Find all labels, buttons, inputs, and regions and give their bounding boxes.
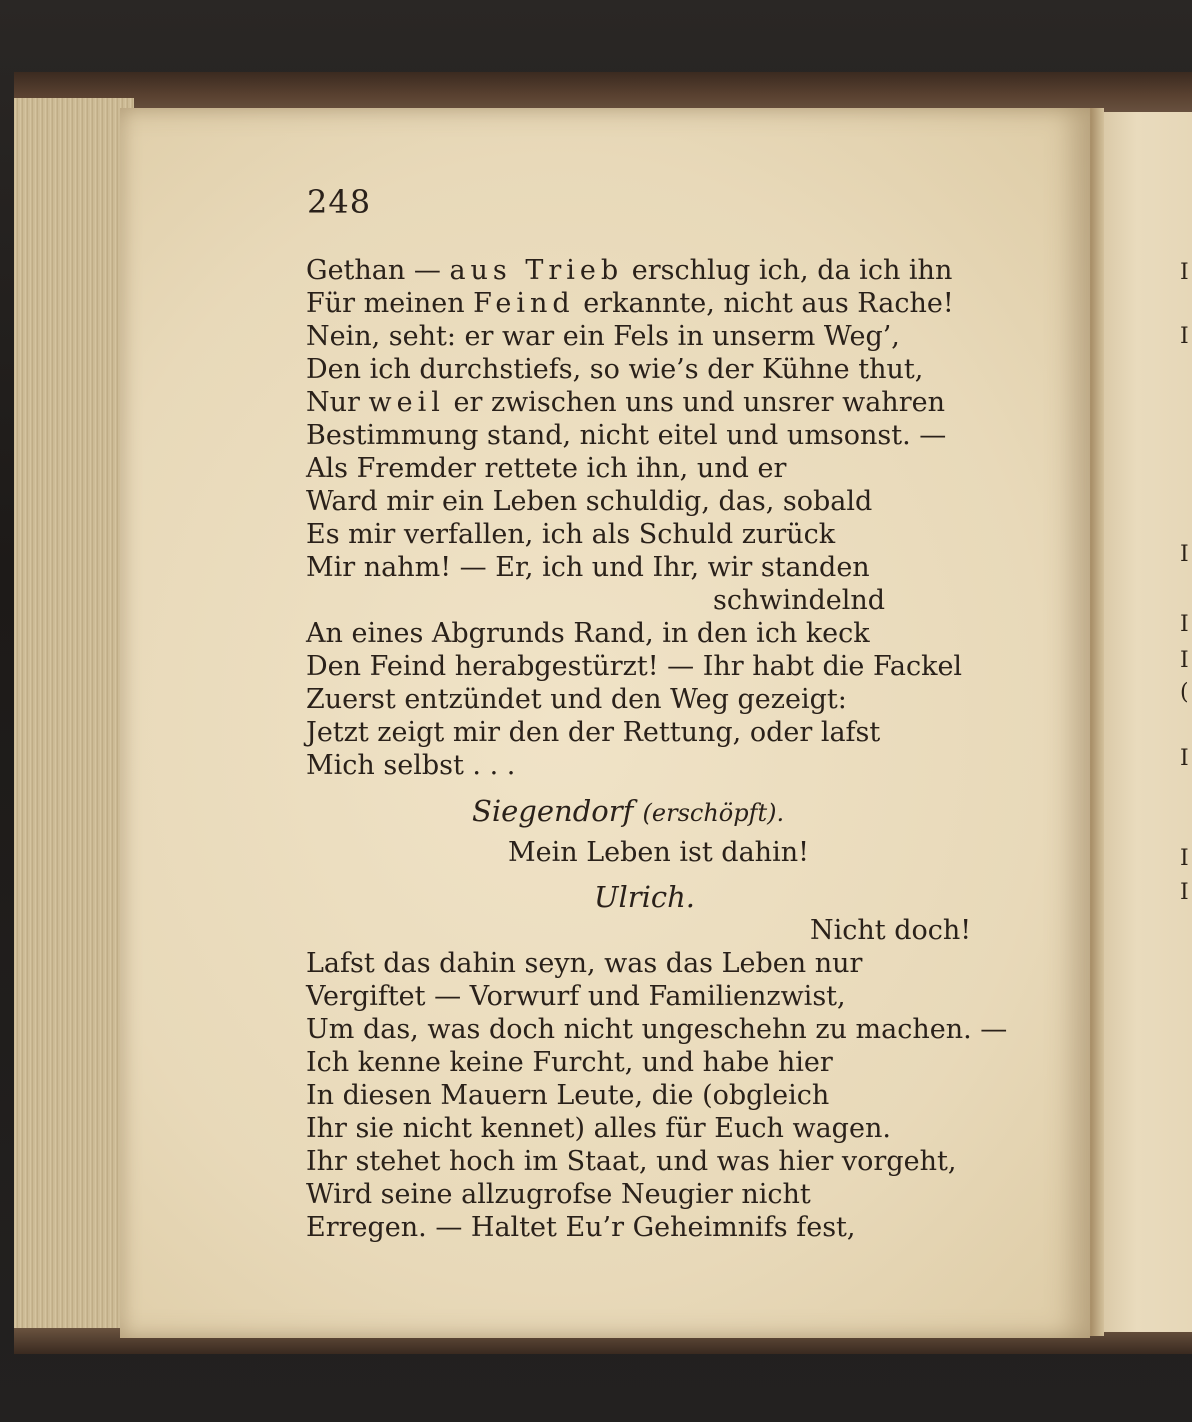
verse-line: Mein Leben ist dahin! — [508, 837, 809, 868]
verse-line: Als Fremder rettete ich ihn, und er — [306, 453, 787, 484]
stage-direction: (erschöpft). — [642, 799, 785, 827]
speaker-heading-ulrich: Ulrich. — [594, 880, 695, 914]
speaker-heading-siegendorf — [472, 794, 784, 828]
verse-line: An eines Abgrunds Rand, in den ich keck — [306, 618, 870, 649]
verse-line: Für meinen Feind erkannte, nicht aus Rache! — [306, 288, 954, 319]
verse-line: Ward mir ein Leben schuldig, das, sobald — [306, 486, 873, 517]
verse-line: Jetzt zeigt mir den der Rettung, oder lafst — [306, 717, 881, 748]
facing-page-glyph: I — [1180, 542, 1189, 567]
facing-page-glyph: ( — [1180, 680, 1189, 705]
verse-line: Den Feind herabgestürzt! — Ihr habt die Fackel — [306, 651, 963, 682]
verse-line: Nicht doch! — [810, 915, 972, 946]
verse-line: Zuerst entzündet und den Weg gezeigt: — [306, 684, 847, 715]
verse-line: Erregen. — Haltet Eu’r Geheimnifs fest, — [306, 1212, 856, 1243]
verse-line: Mich selbst . . . — [306, 750, 516, 781]
facing-page — [1100, 112, 1192, 1332]
verse-line: In diesen Mauern Leute, die (obgleich — [306, 1080, 830, 1111]
verse-line: Wird seine allzugrofse Neugier nicht — [306, 1179, 811, 1210]
verse-line: Nein, seht: er war ein Fels in unserm Weg’, — [306, 321, 900, 352]
verse-line: Um das, was doch nicht ungeschehn zu machen. — — [306, 1014, 1008, 1045]
verse-line: Den ich durchstiefs, so wie’s der Kühne thut, — [306, 354, 924, 385]
verse-line: Ihr sie nicht kennet) alles für Euch wagen. — [306, 1113, 891, 1144]
verse-line: Vergiftet — Vorwurf und Familienzwist, — [306, 981, 846, 1012]
facing-page-glyph: I — [1180, 846, 1189, 871]
verse-line: Gethan — aus Trieb erschlug ich, da ich ihn — [306, 255, 953, 286]
verse-line: Mir nahm! — Er, ich und Ihr, wir standen — [306, 552, 870, 583]
facing-page-glyph: I — [1180, 746, 1189, 771]
verse-line: Ihr stehet hoch im Staat, und was hier vorgeht, — [306, 1146, 957, 1177]
facing-page-glyph: I — [1180, 880, 1189, 905]
verse-line: Bestimmung stand, nicht eitel und umsonst. — — [306, 420, 947, 451]
facing-page-glyph: I — [1180, 648, 1189, 673]
verse-line-continuation: schwindelnd — [713, 585, 886, 616]
verse-line: Lafst das dahin seyn, was das Leben nur — [306, 948, 863, 979]
page-number: 248 — [307, 183, 372, 221]
verse-line: Ich kenne keine Furcht, und habe hier — [306, 1047, 833, 1078]
speaker-name: Siegendorf — [472, 794, 634, 828]
facing-page-glyph: I — [1180, 612, 1189, 637]
page-block-edges — [14, 98, 134, 1344]
facing-page-glyph: I — [1180, 324, 1189, 349]
facing-page-glyph: I — [1180, 260, 1189, 285]
verse-line: Es mir verfallen, ich als Schuld zurück — [306, 519, 836, 550]
verse-line: Nur weil er zwischen uns und unsrer wahren — [306, 387, 945, 418]
